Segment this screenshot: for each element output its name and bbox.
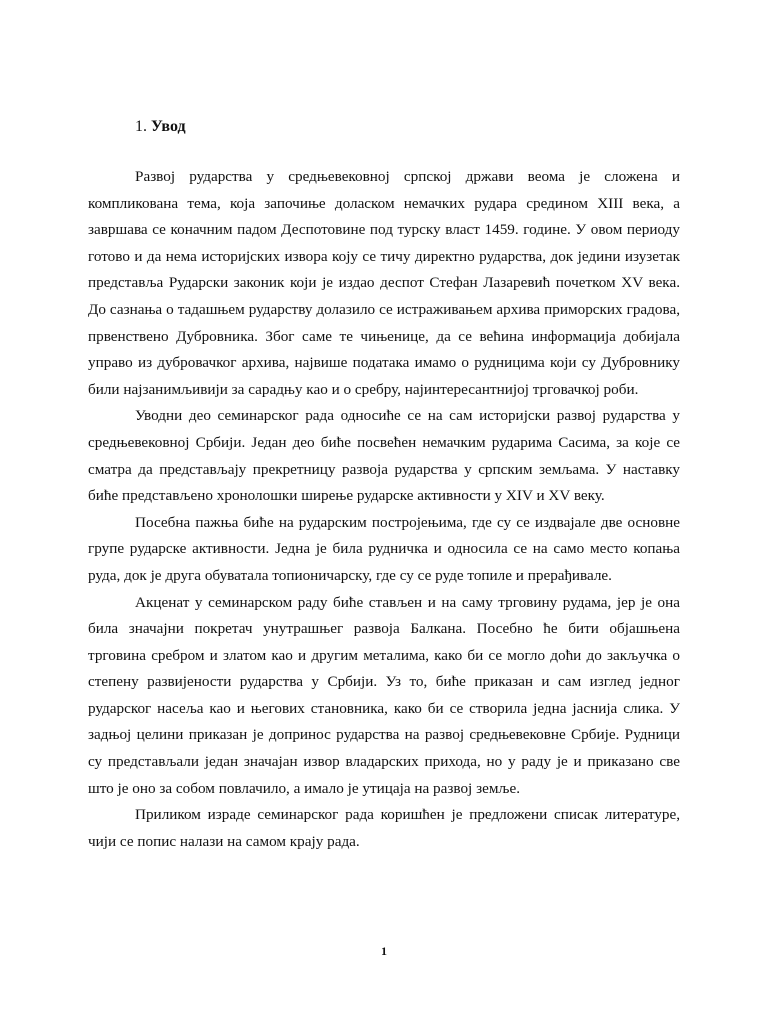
section-number: 1. <box>135 118 147 135</box>
section-heading <box>135 118 186 136</box>
section-title: Увод <box>151 118 186 135</box>
paragraph-3: Посебна пажња биће на рударским постројењима, где су се издвајале две основне групе рударске активности. Једна је била рудничка и односила се на само место копања руда, док је друга обуватала топионичарску, где су се руде топиле и прерађивале. <box>88 513 680 584</box>
page-number: 1 <box>381 944 387 958</box>
paragraph-4: Акценат у семинарском раду биће стављен и на саму трговину рудама, јер је она била значајни покретач унутрашњег развоја Балкана. Посебно ће бити објашњена трговина сребром и златом као и другим металима, како би се могло доћи до закључка о степену развијености рударства у Србији. Уз то, биће приказан и сам изглед једног рударског насеља као и његових становника, како би се створила једна јаснија слика. У задњој целини приказан је допринос рударства на развој средњевековне Србије. Рудници су представљали један значајан извор владарских прихода, но у раду је и приказано све што је оно за собом повлачило, а имало је утицаја на развој земље. <box>88 593 680 797</box>
body-text <box>88 164 680 855</box>
paragraph-2: Уводни део семинарског рада односиће се на сам историјски развој рударства у средњевековној Србији. Један део биће посвећен немачким рударима Сасима, за које се сматра да представљају прекретницу развоја рударства у српским земљама. У наставку биће представљено хронолошки ширење рударске активности у XIV и XV веку. <box>88 407 680 505</box>
paragraph-1: Развој рударства у средњевековној српској држави веома је сложена и компликована тема, која започиње доласком немачких рудара средином XIII века, а завршава се коначним падом Деспотовине под турску власт 1459. године. У овом периоду готово и да нема историјских извора коју се тичу директно рударства, док једини изузетак представља Рударски законик који је издао деспот Стефан Лазаревић почетком XV века. До сазнања о тадашњем рударству долазило се истраживањем архива приморских градова, првенствено Дубровника. Због саме те чињенице, да се већина информација добијала управо из дубровачког архива, највише података имамо о рудницима који су Дубровнику били најзанимљивији за сарадњу као и о сребру, најинтересантнијој трговачкој роби. <box>88 168 680 398</box>
paragraph-5: Приликом израде семинарског рада коришћен је предложени списак литературе, чији се попис налази на самом крају рада. <box>88 806 680 850</box>
